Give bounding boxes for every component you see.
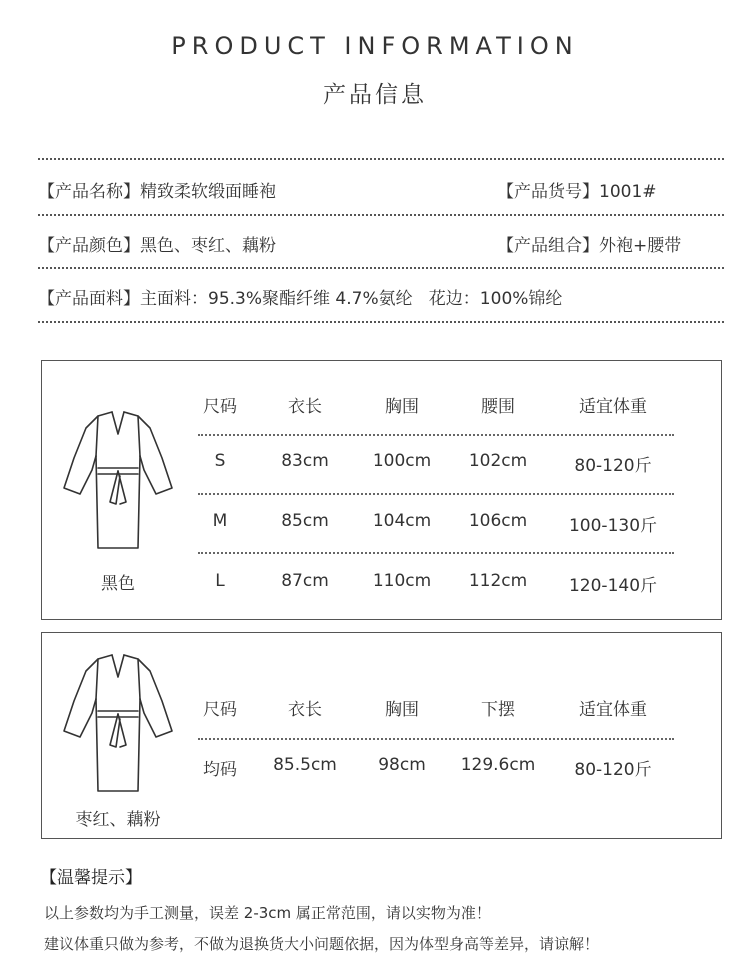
robe-illustration <box>60 406 176 552</box>
divider <box>38 158 724 160</box>
product-combo-label: 【产品组合】 <box>497 236 599 256</box>
table-cell: 129.6cm <box>460 755 536 775</box>
table-cell: L <box>215 571 225 591</box>
table-cell: 80-120斤 <box>574 456 652 476</box>
table-cell: 100cm <box>372 451 432 471</box>
table-cell: 均码 <box>203 760 237 780</box>
product-color-row <box>38 231 276 256</box>
size-table-red-pink <box>41 632 722 839</box>
table-header-cell: 适宜体重 <box>579 700 647 720</box>
product-sku-label: 【产品货号】 <box>497 182 599 202</box>
table-header-cell: 下摆 <box>481 700 515 720</box>
product-combo-row <box>497 231 681 256</box>
table-cell: 83cm <box>281 451 329 471</box>
title-english: PRODUCT INFORMATION <box>171 32 579 60</box>
table-cell: 104cm <box>372 511 432 531</box>
robe-caption: 枣红、藕粉 <box>75 810 161 830</box>
table-header-cell: 适宜体重 <box>579 397 647 417</box>
product-fabric-value: 主面料：95.3%聚酯纤维 4.7%氨纶 花边：100%锦纶 <box>140 289 563 309</box>
table-cell: 112cm <box>468 571 528 591</box>
table-header-cell: 尺码 <box>203 397 237 417</box>
table-cell: 87cm <box>281 571 329 591</box>
divider <box>38 214 724 216</box>
table-cell: S <box>214 451 226 471</box>
product-name-row <box>38 177 276 202</box>
table-header-cell: 尺码 <box>203 700 237 720</box>
table-cell: 98cm <box>378 755 426 775</box>
product-sku-value: 1001# <box>599 182 657 202</box>
robe-caption: 黑色 <box>101 574 135 594</box>
table-cell: 85cm <box>281 511 329 531</box>
product-fabric-label: 【产品面料】 <box>38 289 140 309</box>
table-divider <box>198 552 674 554</box>
product-sku-row <box>497 177 657 202</box>
title-chinese: 产品信息 <box>323 82 427 108</box>
table-cell: M <box>212 511 228 531</box>
table-cell: 120-140斤 <box>568 576 658 596</box>
table-header-cell: 衣长 <box>288 397 322 417</box>
table-cell: 85.5cm <box>273 755 337 775</box>
tips-line: 建议体重只做为参考，不做为退换货大小问题依据，因为体型身高等差异，请谅解！ <box>44 935 600 953</box>
table-cell: 80-120斤 <box>574 760 652 780</box>
product-combo-value: 外袍+腰带 <box>599 236 682 256</box>
table-header-cell: 腰围 <box>481 397 515 417</box>
table-header-cell: 胸围 <box>385 700 419 720</box>
table-cell: 100-130斤 <box>568 516 658 536</box>
divider <box>38 267 724 269</box>
table-divider <box>198 493 674 495</box>
table-divider <box>198 738 674 740</box>
table-cell: 106cm <box>468 511 528 531</box>
tips-title: 【温馨提示】 <box>40 868 142 888</box>
table-divider <box>198 434 674 436</box>
product-name-label: 【产品名称】 <box>38 182 140 202</box>
product-color-value: 黑色、枣红、藕粉 <box>140 236 276 256</box>
robe-illustration <box>60 649 176 795</box>
product-fabric-row <box>38 284 562 309</box>
product-color-label: 【产品颜色】 <box>38 236 140 256</box>
table-header-cell: 胸围 <box>385 397 419 417</box>
divider <box>38 321 724 323</box>
table-cell: 102cm <box>468 451 528 471</box>
tips-line: 以上参数均为手工测量，误差 2-3cm 属正常范围，请以实物为准！ <box>44 904 491 922</box>
table-cell: 110cm <box>372 571 432 591</box>
table-header-cell: 衣长 <box>288 700 322 720</box>
product-name-value: 精致柔软缎面睡袍 <box>140 182 276 202</box>
